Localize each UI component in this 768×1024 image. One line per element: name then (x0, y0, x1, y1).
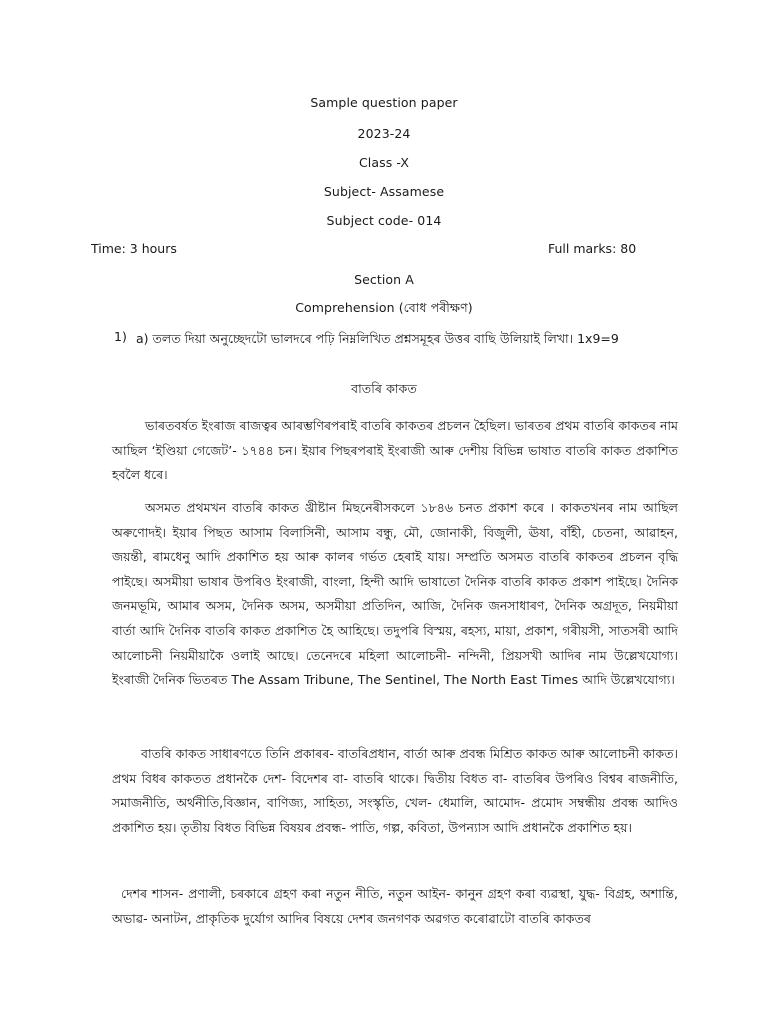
passage-paragraph-1: ভাৰতবৰ্ষত ইংৰাজ ৰাজত্বৰ আৰম্ভণিৰপৰাই বাতৰি কাকতৰ প্ৰচলন হৈছিল। ভাৰতৰ প্ৰথম বাতৰি কাকতৰ নাম আছিল ‘ইণ্ডিয়া গেজেট’- ১৭৪৪ চন। ইয়াৰ পিছৰপৰাই ইংৰাজী আৰু দেশীয় বিভিন্ন ভাষাত বাতৰি কাকত প্ৰকাশিত হবলৈ ধৰে। (112, 418, 678, 483)
class-label: Class -X (358, 155, 410, 170)
section-title: Section A (354, 272, 414, 287)
subject-code: Subject code- 014 (326, 213, 442, 228)
subject-label: Subject- Assamese (323, 184, 445, 199)
paper-title: Sample question paper (310, 95, 458, 110)
session-year: 2023-24 (357, 126, 411, 141)
question-number: 1) (114, 329, 127, 344)
time-allowed: Time: 3 hours (91, 241, 177, 256)
question-instruction: a) তলত দিয়া অনুচ্ছেদটো ভালদৰে পঢ়ি নিম্নলিখিত প্ৰশ্নসমূহৰ উত্তৰ বাছি উলিয়াই লিখা। 1x9=9 (136, 331, 619, 346)
passage-paragraph-3: বাতৰি কাকত সাধাৰণতে তিনি প্ৰকাৰৰ- বাতৰিপ্ৰধান, বাৰ্তা আৰু প্ৰবন্ধ মিশ্ৰিত কাকত আৰু আলোচনী কাকত। প্ৰথম বিধৰ কাকতত প্ৰধানকৈ দেশ- বিদেশৰ বা- বাতৰি থাকে। দ্বিতীয় বিধত বা- বাতৰিৰ উপৰিও বিশ্বৰ ৰাজনীতি, সমাজনীতি, অৰ্থনীতি,বিজ্ঞান, বাণিজ্য, সাহিত্য, সংস্কৃতি, খেল- ধেমালি, আমোদ- প্ৰমোদ সম্বন্ধীয় প্ৰবন্ধ আদিও প্ৰকাশিত হয়। তৃতীয় বিধত বিভিন্ন বিষয়ৰ প্ৰবন্ধ- পাতি, গল্প, কবিতা, উপন্যাস আদি প্ৰধানকৈ প্ৰকাশিত হয়। (112, 746, 678, 835)
passage-paragraph-2: অসমত প্ৰথমখন বাতৰি কাকত খ্ৰীষ্টান মিছনেৰীসকলে ১৮৪৬ চনত প্ৰকাশ কৰে । কাকতখনৰ নাম আছিল অৰুণোদই। ইয়াৰ পিছত আসাম বিলাসিনী, আসাম বন্ধু, মৌ, জোনাকী, বিজুলী, ঊষা, বাঁহী, চেতনা, আৱাহন, জয়ন্তী, ৰামধেনু আদি প্ৰকাশিত হয় আৰু কালৰ গৰ্ভত হেৰাই যায়। সম্প্ৰতি অসমত বাতৰি কাকতৰ প্ৰচলন বৃদ্ধি পাইছে। অসমীয়া ভাষাৰ উপৰিও ইংৰাজী, বাংলা, হিন্দী আদি ভাষাতো দৈনিক বাতৰি কাকত প্ৰকাশ পাইছে। দৈনিক জনমভূমি, আমাৰ অসম, দৈনিক অসম, অসমীয়া প্ৰতিদিন, আজি, দৈনিক জনসাধাৰণ, দৈনিক অগ্ৰদূত, নিয়মীয়া বাৰ্তা আদি দৈনিক বাতৰি কাকত প্ৰকাশিত হৈ আহিছে। তদুপৰি বিস্ময়, ৰহস্য, মায়া, প্ৰকাশ, গৰীয়সী, সাতসৰী আদি আলোচনী নিয়মীয়াকৈ ওলাই আছে। তেনেদৰে মহিলা আলোচনী- নন্দিনী, প্ৰিয়সখী আদিৰ নাম উল্লেখযোগ্য। ইংৰাজী দৈনিক ভিতৰত The Assam Tribune, The Sentinel, The North East Times আদি উল্লেখযোগ্য। (112, 500, 678, 688)
passage-paragraph-4: দেশৰ শাসন- প্ৰণালী, চৰকাৰে গ্ৰহণ কৰা নতুন নীতি, নতুন আইন- কানুন গ্ৰহণ কৰা ব্যৱস্থা, যুদ্ধ- বিগ্ৰহ, অশান্তি, অভাৱ- অনাটন, প্ৰাকৃতিক দুৰ্যোগ আদিৰ বিষয়ে দেশৰ জনগণক অৱগত কৰোৱাটো বাতৰি কাকতৰ (112, 886, 678, 926)
full-marks: Full marks: 80 (548, 241, 637, 256)
section-subtitle: Comprehension (বোধ পৰীক্ষণ) (295, 300, 473, 315)
passage-title: বাতৰি কাকত (351, 381, 417, 396)
